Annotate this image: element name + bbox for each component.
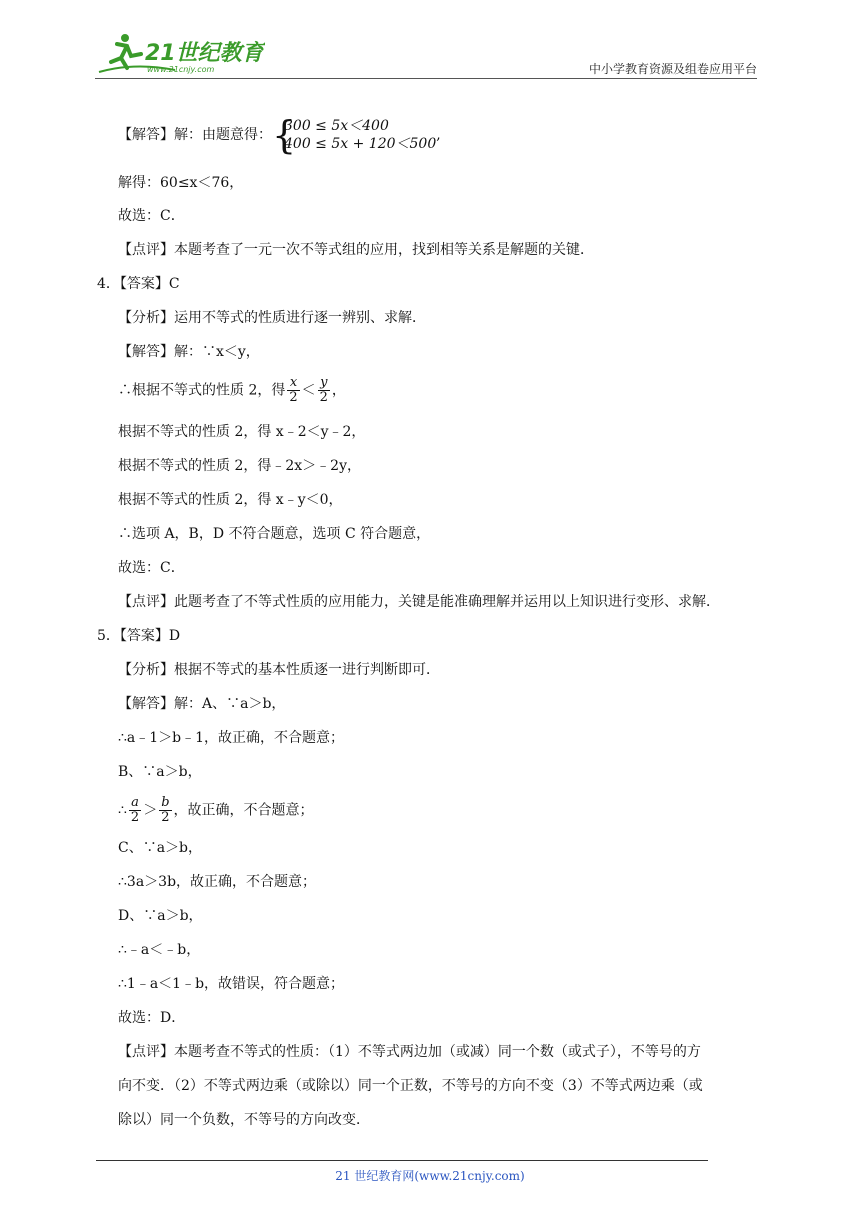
- platform-name: 中小学教育资源及组卷应用平台: [588, 62, 757, 76]
- fraction-b-over-2: $\frac{b}{2}$: [161, 795, 170, 825]
- q5-analysis: 【分析】根据不等式的基本性质逐一进行判断即可．: [118, 662, 440, 678]
- q5-d-step: ∴﹣a＜﹣b，: [118, 942, 201, 958]
- q4-analysis: 【分析】运用不等式的性质进行逐一辨别、求解．: [118, 310, 426, 326]
- q4-step3: 根据不等式的性质 2，得﹣2x＞﹣2y，: [118, 458, 361, 474]
- logo-text: 21世纪教育: [145, 41, 264, 66]
- q4-step5: ∴选项 A，B，D 不符合题意，选项 C 符合题意，: [118, 526, 431, 542]
- footer-divider: [96, 1160, 708, 1161]
- q3-choice: 故选：C．: [118, 208, 185, 224]
- q3-solved: 解得：60≤x＜76，: [118, 175, 244, 191]
- q5-c-result: ∴3a＞3b，故正确，不合题意；: [118, 874, 317, 890]
- fraction-x-over-2: $\frac{x}{2}$: [289, 375, 298, 405]
- inequality-2: 400 ≤ 5x + 120＜500: [284, 136, 437, 152]
- q5-a-result: ∴a﹣1＞b﹣1，故正确，不合题意；: [118, 730, 345, 746]
- q5-d-cond: D、∵a＞b，: [118, 908, 203, 924]
- q4-comment: 【点评】此题考查了不等式性质的应用能力，关键是能准确理解并运用以上知识进行变形、求解．: [118, 594, 720, 610]
- q4-step1: ∴根据不等式的性质 2，得 $\frac{x}{2}$ ＜ $\frac{y}{2}$ ，: [118, 375, 346, 405]
- fraction-a-over-2: $\frac{a}{2}$: [130, 795, 140, 825]
- page-header: [95, 30, 757, 80]
- q5-d-result: ∴1﹣a＜1﹣b，故错误，符合题意；: [118, 976, 345, 992]
- q4-solution: 【解答】解：∵x＜y，: [118, 344, 260, 360]
- q5-c-cond: C、∵a＞b，: [118, 840, 203, 856]
- q5-answer: 5．【答案】D: [97, 628, 181, 644]
- q5-solution: 【解答】解：A、∵a＞b，: [118, 696, 286, 712]
- q5-b-result: ∴ $\frac{a}{2}$ ＞ $\frac{b}{2}$ ，故正确，不合题意；: [118, 795, 314, 825]
- q4-choice: 故选：C．: [118, 560, 185, 576]
- q4-step2: 根据不等式的性质 2，得 x﹣2＜y﹣2，: [118, 424, 366, 440]
- inequality-1: 300 ≤ 5x＜400: [284, 118, 389, 134]
- q3-comment: 【点评】本题考查了一元一次不等式组的应用，找到相等关系是解题的关键．: [118, 242, 594, 258]
- q5-comment-line1: 【点评】本题考查不等式的性质：（1）不等式两边加（或减）同一个数（或式子），不等号的方: [118, 1044, 701, 1060]
- footer-link[interactable]: 21 世纪教育网(www.21cnjy.com): [335, 1169, 525, 1183]
- q5-choice: 故选：D．: [118, 1010, 186, 1026]
- q5-b-cond: B、∵a＞b，: [118, 764, 202, 780]
- brace-icon: {: [272, 113, 297, 157]
- q5-comment-line2: 向不变．（2）不等式两边乘（或除以）同一个正数，不等号的方向不变（3）不等式两边乘（或: [118, 1078, 703, 1094]
- logo-url: www.21cnjy.com: [147, 65, 215, 74]
- fraction-y-over-2: $\frac{y}{2}$: [319, 375, 328, 405]
- header-divider: [95, 78, 757, 79]
- site-logo: [95, 32, 265, 76]
- q4-answer: 4．【答案】C: [97, 276, 180, 292]
- q5-comment-line3: 除以）同一个负数，不等号的方向改变．: [118, 1112, 370, 1128]
- q4-step4: 根据不等式的性质 2，得 x﹣y＜0，: [118, 492, 343, 508]
- q3-solution: 【解答】解：由题意得： { 300 ≤ 5x＜400 400 ≤ 5x + 120＜500 ,: [118, 113, 441, 157]
